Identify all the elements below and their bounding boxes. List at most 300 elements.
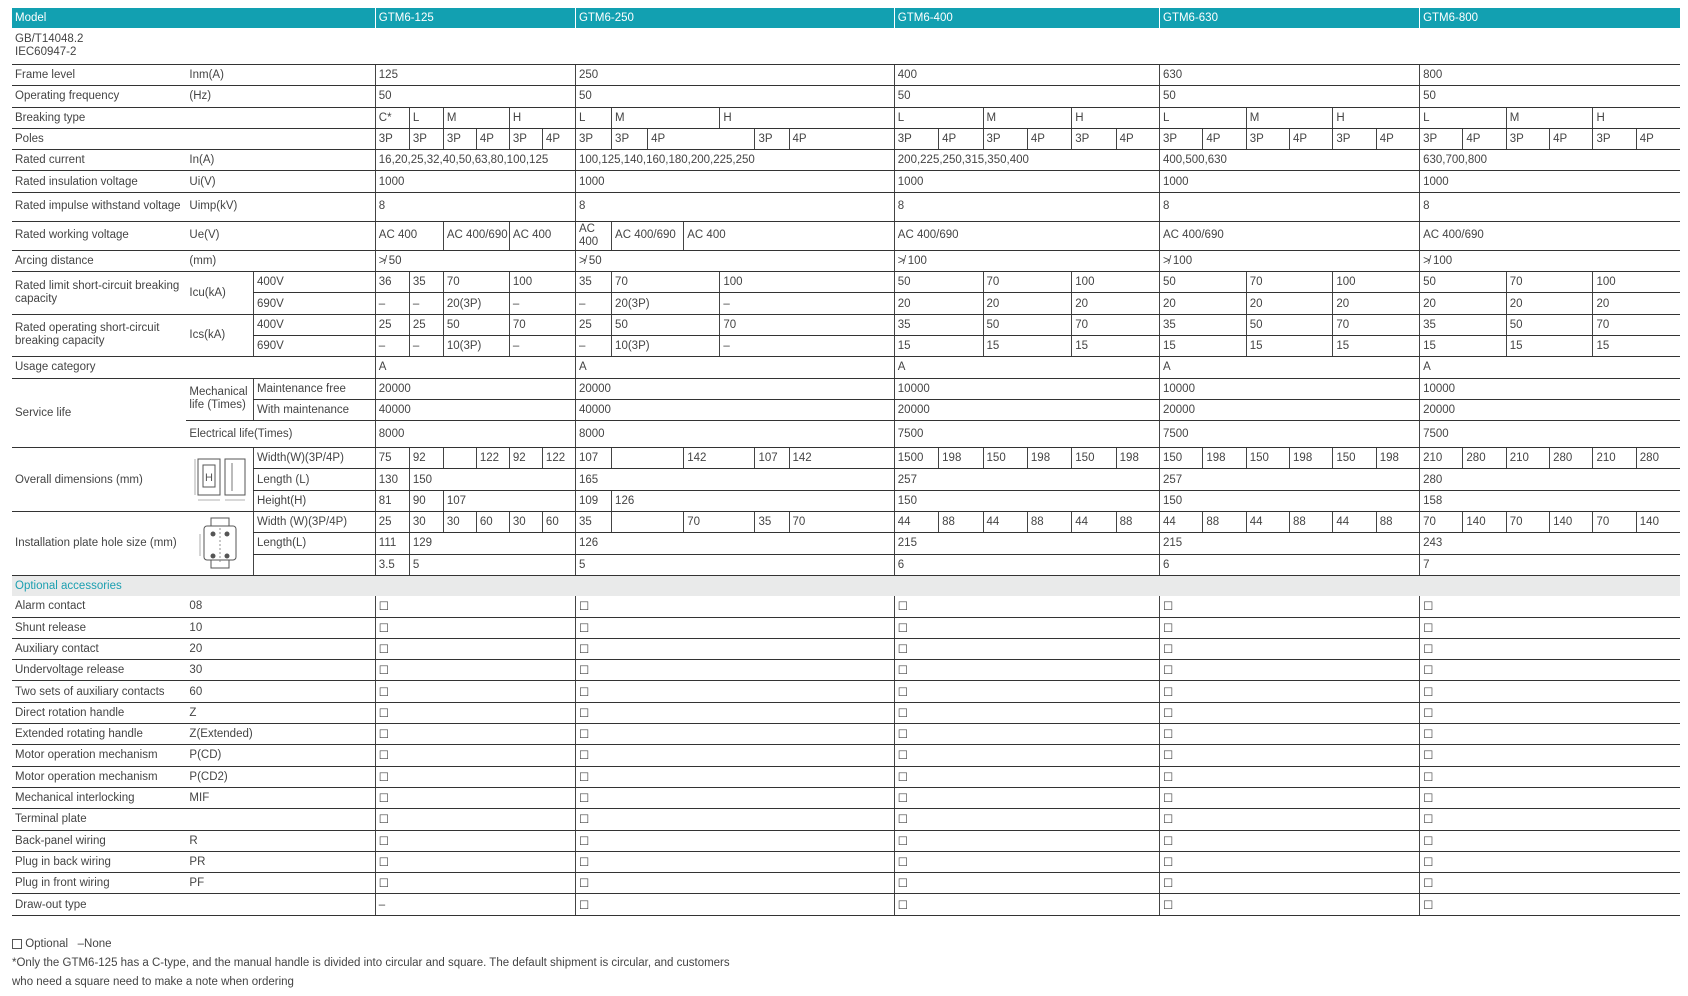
value-cell: 20000 (1160, 399, 1420, 420)
empty-cell (254, 554, 376, 575)
availability-mark: ☐ (1160, 766, 1420, 787)
availability-mark: ☐ (1420, 894, 1680, 915)
value-cell: 50 (983, 314, 1072, 335)
breaking-row (12, 335, 1680, 356)
value-cell: 25 (375, 512, 409, 533)
accessory-label: Plug in front wiring (12, 873, 186, 894)
value-cell: 20000 (575, 378, 894, 399)
value-cell: AC 400/690 (1420, 221, 1680, 250)
spec-row (12, 86, 1680, 107)
value-cell: 70 (1246, 272, 1333, 293)
value-cell: 280 (1636, 448, 1680, 469)
value-cell: 1000 (575, 171, 894, 192)
standard-2: IEC60947-2 (15, 46, 77, 58)
model-column-header: GTM6-125 (375, 8, 575, 28)
value-cell: A (1420, 357, 1680, 378)
row-label: Rated current (12, 150, 186, 171)
value-cell: A (894, 357, 1159, 378)
value-cell: – (575, 293, 611, 314)
row-label: Rated limit short-circuit breaking capacity (12, 272, 186, 315)
dimension-icon-cell (186, 448, 253, 512)
value-cell: 122 (542, 448, 575, 469)
value-cell: 50 (1506, 314, 1593, 335)
value-cell: 5 (575, 554, 894, 575)
accessory-label: Undervoltage release (12, 660, 186, 681)
usage-row (12, 357, 1680, 378)
breaker-dimension-icon (192, 455, 250, 505)
value-cell: 20(3P) (612, 293, 720, 314)
value-cell: 4P (648, 128, 755, 149)
value-cell: 70 (684, 512, 755, 533)
legend-line (12, 938, 112, 950)
value-cell: 35 (575, 272, 611, 293)
row-unit: In(A) (186, 150, 375, 171)
accessory-label: Motor operation mechanism (12, 745, 186, 766)
value-cell: L (409, 107, 443, 128)
accessory-label: Mechanical interlocking (12, 787, 186, 808)
value-cell: AC 400 (575, 221, 611, 250)
standards-row (12, 28, 1680, 65)
value-cell: 4P (1203, 128, 1246, 149)
model-column-header: GTM6-400 (894, 8, 1159, 28)
value-cell: 70 (1593, 314, 1680, 335)
accessory-code: PR (186, 851, 375, 872)
value-cell: 8 (894, 192, 1159, 221)
value-cell: – (409, 293, 443, 314)
value-cell: 50 (1160, 272, 1247, 293)
value-cell: 3P (443, 128, 476, 149)
value-cell: 36 (375, 272, 409, 293)
availability-mark: ☐ (894, 787, 1159, 808)
value-cell: 35 (755, 512, 789, 533)
availability-mark: ☐ (1160, 851, 1420, 872)
availability-mark: ☐ (575, 787, 894, 808)
accessory-code (186, 894, 375, 915)
value-cell: 210 (1593, 448, 1636, 469)
value-cell (443, 448, 476, 469)
value-cell: 70 (1506, 272, 1593, 293)
value-cell: 198 (939, 448, 983, 469)
availability-mark: ☐ (375, 851, 575, 872)
model-column-header: GTM6-630 (1160, 8, 1420, 28)
accessory-code: P(CD) (186, 745, 375, 766)
availability-mark: ☐ (375, 873, 575, 894)
dimension-row (12, 469, 1680, 490)
availability-mark: ☐ (1420, 766, 1680, 787)
standard-1: GB/T14048.2 (15, 33, 84, 45)
availability-mark: ☐ (1420, 809, 1680, 830)
value-cell: 3P (509, 128, 542, 149)
value-cell: 50 (1420, 86, 1680, 107)
maintenance-free-label: Maintenance free (254, 378, 376, 399)
value-cell: 1000 (375, 171, 575, 192)
value-cell: 20000 (1420, 399, 1680, 420)
value-cell: 4P (789, 128, 894, 149)
value-cell: – (375, 293, 409, 314)
spec-row (12, 65, 1680, 86)
value-cell: 20 (1246, 293, 1333, 314)
availability-mark: ☐ (894, 681, 1159, 702)
dimension-row (12, 490, 1680, 511)
value-cell: 6 (894, 554, 1159, 575)
value-cell: 70 (1333, 314, 1420, 335)
value-cell: 150 (1160, 490, 1420, 511)
value-cell: 44 (1160, 512, 1203, 533)
value-cell: 1000 (1420, 171, 1680, 192)
availability-mark: ☐ (1420, 660, 1680, 681)
availability-mark: ☐ (375, 724, 575, 745)
value-cell: 1000 (1160, 171, 1420, 192)
value-cell: 50 (375, 86, 575, 107)
empty-cell (1420, 28, 1680, 65)
empty-cell (575, 28, 894, 65)
value-cell: 8000 (375, 421, 575, 448)
value-cell: 630 (1160, 65, 1420, 86)
row-label: Rated impulse withstand voltage (12, 192, 186, 221)
svg-text:H: H (205, 471, 214, 484)
availability-mark: ☐ (375, 596, 575, 617)
accessory-code: MIF (186, 787, 375, 808)
accessory-label: Two sets of auxiliary contacts (12, 681, 186, 702)
value-cell: AC 400 (375, 221, 443, 250)
value-cell: H (1593, 107, 1680, 128)
footnote-line-1: *Only the GTM6-125 has a C-type, and the manual handle is divided into circular and square. The default shipment is circular, and customers (12, 957, 730, 969)
availability-mark: ☐ (894, 745, 1159, 766)
value-cell: 3P (894, 128, 938, 149)
value-cell: L (1420, 107, 1507, 128)
row-label: Operating frequency (12, 86, 186, 107)
accessory-code: 20 (186, 638, 375, 659)
value-cell: 198 (1203, 448, 1246, 469)
value-cell: 100 (720, 272, 894, 293)
width-label: Width (W)(3P/4P) (254, 512, 376, 533)
availability-mark: ☐ (1160, 787, 1420, 808)
service-life-row (12, 421, 1680, 448)
value-cell: 3P (1420, 128, 1463, 149)
row-label: Rated working voltage (12, 221, 186, 250)
availability-mark: ☐ (375, 766, 575, 787)
value-cell: 280 (1463, 448, 1506, 469)
accessory-code: PF (186, 873, 375, 894)
value-cell: 88 (1027, 512, 1071, 533)
value-cell: 800 (1420, 65, 1680, 86)
length-label: Length(L) (254, 533, 376, 554)
model-column-header: GTM6-250 (575, 8, 894, 28)
availability-mark: ☐ (375, 660, 575, 681)
value-cell: 15 (894, 335, 983, 356)
availability-mark: ☐ (1160, 702, 1420, 723)
value-cell: M (1246, 107, 1333, 128)
availability-mark: ☐ (375, 809, 575, 830)
availability-mark: ☐ (894, 809, 1159, 830)
value-cell: 400 (894, 65, 1159, 86)
value-cell: 20 (1333, 293, 1420, 314)
value-cell: 3P (409, 128, 443, 149)
value-cell: 44 (983, 512, 1027, 533)
value-cell: 10000 (1420, 378, 1680, 399)
accessory-row (12, 873, 1680, 894)
value-cell: L (1160, 107, 1247, 128)
availability-mark: ☐ (894, 702, 1159, 723)
value-cell: 15 (1506, 335, 1593, 356)
accessory-label: Motor operation mechanism (12, 766, 186, 787)
value-cell: 107 (443, 490, 575, 511)
value-cell: 4P (1463, 128, 1506, 149)
value-cell: – (720, 293, 894, 314)
service-life-row (12, 378, 1680, 399)
value-cell (612, 448, 684, 469)
row-unit: Ue(V) (186, 221, 375, 250)
accessory-code: Z (186, 702, 375, 723)
value-cell: M (983, 107, 1072, 128)
spec-table (12, 8, 1680, 916)
value-cell: 50 (612, 314, 720, 335)
spec-row (12, 107, 1680, 128)
breaking-row (12, 272, 1680, 293)
value-cell: 280 (1550, 448, 1593, 469)
value-cell: 100 (1072, 272, 1160, 293)
row-label: Overall dimensions (mm) (12, 448, 186, 512)
availability-mark: ☐ (1420, 851, 1680, 872)
value-cell: 250 (575, 65, 894, 86)
accessory-row (12, 809, 1680, 830)
accessory-label: Terminal plate (12, 809, 186, 830)
spec-row (12, 250, 1680, 271)
value-cell: 1000 (894, 171, 1159, 192)
availability-mark: ☐ (575, 809, 894, 830)
value-cell: AC 400 (509, 221, 575, 250)
installation-row (12, 533, 1680, 554)
value-cell: 15 (1420, 335, 1507, 356)
accessory-row (12, 787, 1680, 808)
row-label: Usage category (12, 357, 375, 378)
availability-mark: – (375, 894, 575, 915)
availability-mark: ☐ (575, 830, 894, 851)
availability-mark: ☐ (1160, 745, 1420, 766)
spec-row (12, 150, 1680, 171)
availability-mark: ☐ (1420, 617, 1680, 638)
value-cell: – (720, 335, 894, 356)
value-cell: 7500 (894, 421, 1159, 448)
availability-mark: ☐ (894, 873, 1159, 894)
row-label: Installation plate hole size (mm) (12, 512, 186, 576)
value-cell: 3P (1246, 128, 1289, 149)
value-cell: 70 (1506, 512, 1549, 533)
availability-mark: ☐ (894, 617, 1159, 638)
value-cell: 50 (1160, 86, 1420, 107)
value-cell: 630,700,800 (1420, 150, 1680, 171)
value-cell: L (575, 107, 611, 128)
value-cell: 140 (1550, 512, 1593, 533)
value-cell: 20 (1420, 293, 1507, 314)
value-cell: 40000 (375, 399, 575, 420)
availability-mark: ☐ (375, 702, 575, 723)
availability-mark: ☐ (575, 766, 894, 787)
availability-mark: ☐ (1420, 873, 1680, 894)
spec-row (12, 192, 1680, 221)
value-cell: 75 (375, 448, 409, 469)
accessory-label: Auxiliary contact (12, 638, 186, 659)
optional-accessories-title: Optional accessories (12, 575, 1680, 596)
accessory-row (12, 681, 1680, 702)
availability-mark: ☐ (1420, 681, 1680, 702)
availability-mark: ☐ (894, 724, 1159, 745)
mechanical-life-label: Mechanical life (Times) (186, 378, 253, 421)
installation-row (12, 512, 1680, 533)
value-cell: L (894, 107, 983, 128)
value-cell: 7 (1420, 554, 1680, 575)
value-cell: 150 (1072, 448, 1116, 469)
value-cell: 30 (409, 512, 443, 533)
value-cell: 25 (575, 314, 611, 335)
value-cell: AC 400/690 (1160, 221, 1420, 250)
accessory-row (12, 638, 1680, 659)
availability-mark: ☐ (1160, 660, 1420, 681)
value-cell: 10000 (894, 378, 1159, 399)
value-cell: 88 (1376, 512, 1419, 533)
availability-mark: ☐ (1160, 681, 1420, 702)
row-label: Rated insulation voltage (12, 171, 186, 192)
accessory-row (12, 745, 1680, 766)
voltage-cell: 690V (254, 293, 376, 314)
value-cell: 16,20,25,32,40,50,63,80,100,125 (375, 150, 575, 171)
value-cell: 90 (409, 490, 443, 511)
spec-row (12, 221, 1680, 250)
value-cell: 3.5 (375, 554, 409, 575)
height-label: Height(H) (254, 490, 376, 511)
value-cell: H (1333, 107, 1420, 128)
row-unit: (mm) (186, 250, 375, 271)
value-cell: 15 (983, 335, 1072, 356)
availability-mark: ☐ (1160, 830, 1420, 851)
optional-accessories-header (12, 575, 1680, 596)
value-cell: 140 (1636, 512, 1680, 533)
value-cell: 100 (509, 272, 575, 293)
availability-mark: ☐ (575, 894, 894, 915)
value-cell: 140 (1463, 512, 1506, 533)
value-cell: H (509, 107, 575, 128)
value-cell: 70 (1593, 512, 1636, 533)
value-cell: 35 (894, 314, 983, 335)
row-unit: Ics(kA) (186, 314, 253, 357)
availability-mark: ☐ (575, 873, 894, 894)
value-cell: 70 (720, 314, 894, 335)
accessory-label: Alarm contact (12, 596, 186, 617)
length-label: Length (L) (254, 469, 376, 490)
availability-mark: ☐ (1160, 894, 1420, 915)
value-cell: 210 (1506, 448, 1549, 469)
value-cell: 3P (1072, 128, 1116, 149)
accessory-code: 30 (186, 660, 375, 681)
row-label: Poles (12, 128, 375, 149)
availability-mark: ☐ (375, 745, 575, 766)
value-cell: 88 (1290, 512, 1333, 533)
accessory-row (12, 596, 1680, 617)
value-cell: 8 (375, 192, 575, 221)
availability-mark: ☐ (575, 745, 894, 766)
accessory-row (12, 724, 1680, 745)
value-cell: 60 (542, 512, 575, 533)
availability-mark: ☐ (1160, 638, 1420, 659)
availability-mark: ☐ (894, 894, 1159, 915)
availability-mark: ☐ (1160, 809, 1420, 830)
value-cell: 130 (375, 469, 409, 490)
value-cell: 20 (1593, 293, 1680, 314)
accessory-row (12, 894, 1680, 915)
value-cell: 70 (509, 314, 575, 335)
value-cell: 4P (1376, 128, 1419, 149)
value-cell: 25 (409, 314, 443, 335)
value-cell: A (375, 357, 575, 378)
dimension-row (12, 448, 1680, 469)
accessory-row (12, 617, 1680, 638)
value-cell: – (509, 335, 575, 356)
value-cell: 165 (575, 469, 894, 490)
value-cell: 88 (939, 512, 983, 533)
value-cell: C* (375, 107, 409, 128)
row-label: Frame level (12, 65, 186, 86)
value-cell: 15 (1333, 335, 1420, 356)
availability-mark: ☐ (575, 702, 894, 723)
legend-optional: Optional (25, 938, 69, 950)
availability-mark: ☐ (575, 596, 894, 617)
value-cell: 50 (1420, 272, 1507, 293)
value-cell: 280 (1420, 469, 1680, 490)
value-cell: 4P (542, 128, 575, 149)
availability-mark: ☐ (1420, 596, 1680, 617)
value-cell: AC 400/690 (612, 221, 684, 250)
value-cell: 44 (894, 512, 938, 533)
value-cell: 111 (375, 533, 409, 554)
voltage-cell: 400V (254, 314, 376, 335)
value-cell: 6 (1160, 554, 1420, 575)
row-label: Service life (12, 378, 186, 448)
accessory-label: Extended rotating handle (12, 724, 186, 745)
value-cell: 3P (755, 128, 789, 149)
value-cell: AC 400/690 (443, 221, 509, 250)
value-cell: 7500 (1160, 421, 1420, 448)
value-cell: ≯ 50 (575, 250, 894, 271)
accessory-code: 10 (186, 617, 375, 638)
footnote-line-2: who need a square need to make a note when ordering (12, 976, 294, 988)
accessory-code: P(CD2) (186, 766, 375, 787)
availability-mark: ☐ (575, 617, 894, 638)
value-cell: 92 (509, 448, 542, 469)
value-cell: 50 (894, 272, 983, 293)
empty-cell (1160, 28, 1420, 65)
voltage-cell: 400V (254, 272, 376, 293)
spec-row (12, 171, 1680, 192)
value-cell: 142 (789, 448, 894, 469)
row-unit: Ui(V) (186, 171, 375, 192)
value-cell: A (575, 357, 894, 378)
empty-cell (375, 28, 575, 65)
availability-mark: ☐ (894, 830, 1159, 851)
value-cell: 70 (1420, 512, 1463, 533)
availability-mark: ☐ (1420, 830, 1680, 851)
availability-mark: ☐ (575, 724, 894, 745)
value-cell: 198 (1376, 448, 1419, 469)
value-cell: 70 (789, 512, 894, 533)
value-cell: ≯ 100 (894, 250, 1159, 271)
value-cell: 25 (375, 314, 409, 335)
breaking-row (12, 293, 1680, 314)
service-life-row (12, 399, 1680, 420)
accessory-label: Back-panel wiring (12, 830, 186, 851)
value-cell: M (612, 107, 720, 128)
availability-mark: ☐ (1420, 638, 1680, 659)
value-cell: ≯ 100 (1420, 250, 1680, 271)
